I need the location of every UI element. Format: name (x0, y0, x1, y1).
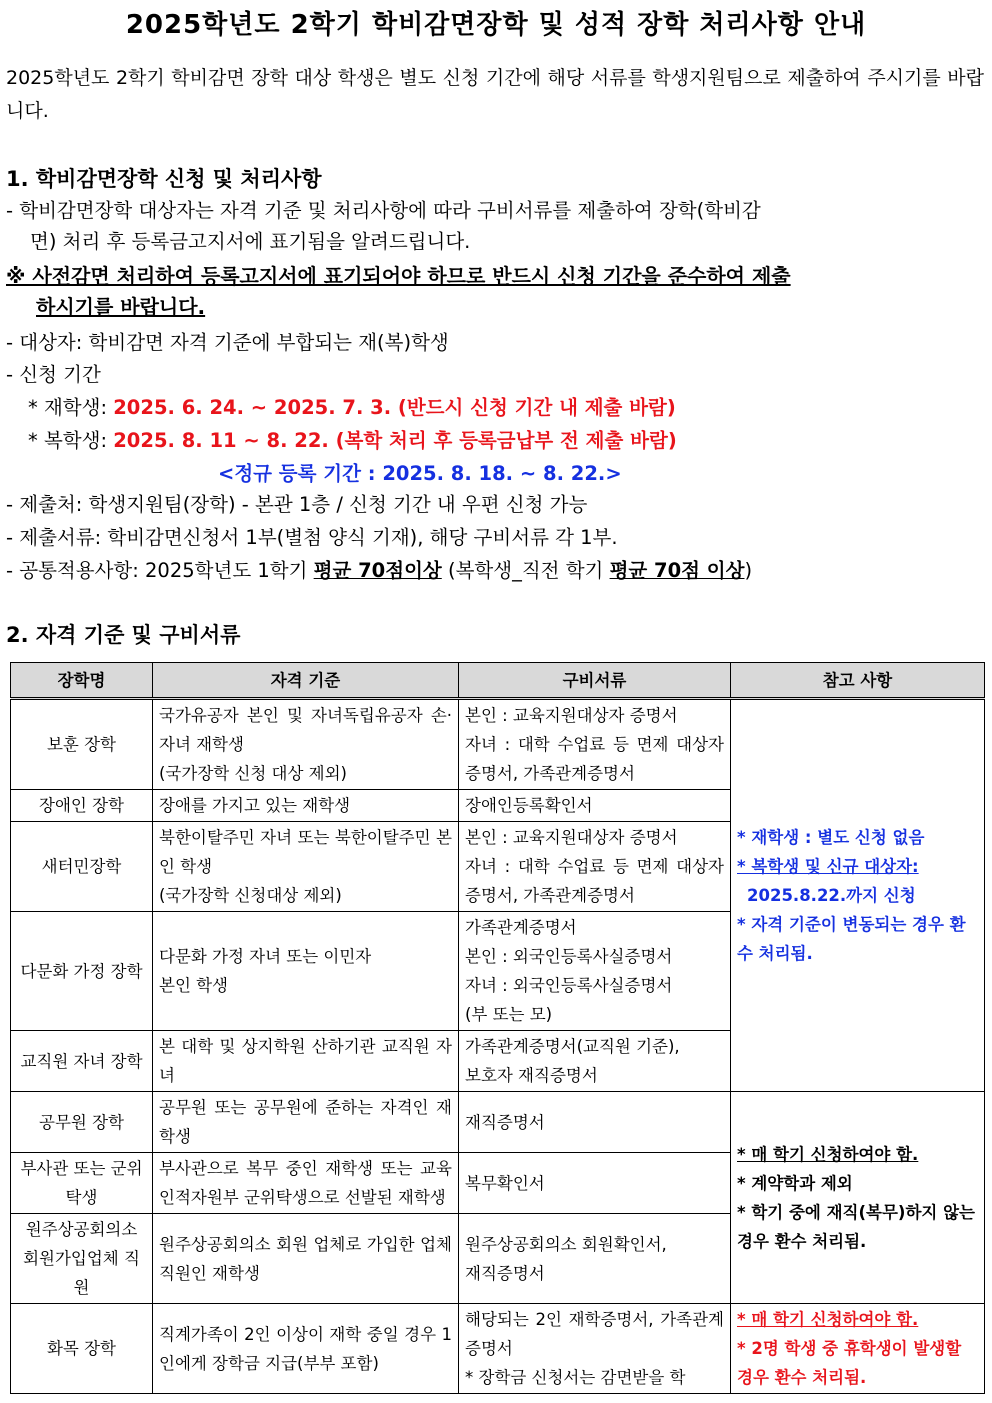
notice-line2: 하시기를 바랍니다. (36, 295, 206, 319)
common-mid: (복학생_직전 학기 (441, 559, 610, 582)
documents-line: - 제출서류: 학비감면신청서 1부(별첨 양식 기재), 해당 구비서류 각 1부. (6, 526, 618, 549)
period-label: - 신청 기간 (6, 363, 101, 386)
documents-cell: 가족관계증명서(교직원 기준), 보호자 재직증명서 (459, 1031, 731, 1092)
common-average-1: 평균 70점이상 (313, 559, 442, 582)
enrolled-period (28, 393, 984, 423)
notes-group-2 (731, 1092, 985, 1304)
returning-period (28, 426, 984, 456)
section2-heading: 2. 자격 기준 및 구비서류 (6, 623, 241, 647)
note-3-2: * 2명 학생 중 휴학생이 발생할 경우 환수 처리됨. (737, 1339, 962, 1387)
office-line: - 제출처: 학생지원팀(장학) - 본관 1층 / 신청 기간 내 우편 신청 가능 (6, 493, 588, 516)
notice-line1: ※ 사전감면 처리하여 등록고지서에 표기되어야 하므로 반드시 신청 기간을 준수하여 제출 (6, 264, 791, 288)
documents-cell: 복무확인서 (459, 1153, 731, 1214)
notes-group-3 (731, 1304, 985, 1394)
note-2-3: * 학기 중에 재직(복무)하지 않는 경우 환수 처리됨. (737, 1202, 975, 1251)
criteria-cell: 원주상공회의소 회원 업체로 가입한 업체 직원인 재학생 (153, 1214, 459, 1304)
notes-group-1 (731, 699, 985, 1092)
note-1-3: 2025.8.22.까지 신청 (747, 886, 916, 905)
scholarship-name: 다문화 가정 장학 (11, 912, 153, 1031)
note-1-2: * 복학생 및 신규 대상자: (737, 857, 919, 876)
scholarship-name: 원주상공회의소 회원가입업체 직원 (11, 1214, 153, 1304)
returning-value: 2025. 8. 11 ~ 8. 22. (복학 처리 후 등록금납부 전 제출 바람) (113, 429, 677, 452)
note-2-1: * 매 학기 신청하여야 함. (737, 1144, 919, 1164)
header-documents: 구비서류 (459, 663, 731, 699)
documents-cell: 장애인등록확인서 (459, 790, 731, 822)
scholarship-name: 장애인 장학 (11, 790, 153, 822)
common-average-2: 평균 70점 이상 (609, 559, 745, 582)
documents-cell: 본인 : 교육지원대상자 증명서 자녀 : 대학 수업료 등 면제 대상자 증명서, 가족관계증명서 (459, 822, 731, 912)
section1-desc-1: - 학비감면장학 대상자는 자격 기준 및 처리사항에 따라 구비서류를 제출하여 장학(학비감 (6, 199, 761, 222)
criteria-cell: 부사관으로 복무 중인 재학생 또는 교육인적자원부 군위탁생으로 선발된 재학생 (153, 1153, 459, 1214)
note-3-1: * 매 학기 신청하여야 함. (737, 1310, 919, 1329)
scholarship-name: 보훈 장학 (11, 699, 153, 790)
common-prefix: - 공통적용사항: 2025학년도 1학기 (6, 559, 314, 582)
header-criteria: 자격 기준 (153, 663, 459, 699)
criteria-cell: 다문화 가정 자녀 또는 이민자 본인 학생 (153, 912, 459, 1031)
header-notes: 참고 사항 (731, 663, 985, 699)
documents-cell: 재직증명서 (459, 1092, 731, 1153)
enrolled-label: * 재학생: (28, 396, 114, 419)
note-1-4: * 자격 기준이 변동되는 경우 환수 처리됨. (737, 915, 966, 963)
scholarship-name: 교직원 자녀 장학 (11, 1031, 153, 1092)
criteria-cell: 본 대학 및 상지학원 산하기관 교직원 자녀 (153, 1031, 459, 1092)
returning-label: * 복학생: (28, 429, 114, 452)
table-header-row (11, 663, 985, 699)
documents-cell: 해당되는 2인 재학증명서, 가족관계증명서 * 장학금 신청서는 감면받을 학 (459, 1304, 731, 1394)
documents-cell: 가족관계증명서 본인 : 외국인등록사실증명서 자녀 : 외국인등록사실증명서 (부 또는 모) (459, 912, 731, 1031)
header-scholarship-name: 장학명 (11, 663, 153, 699)
common-line (6, 556, 984, 586)
documents-cell: 원주상공회의소 회원확인서, 재직증명서 (459, 1214, 731, 1304)
criteria-cell: 국가유공자 본인 및 자녀독립유공자 손·자녀 재학생 (국가장학 신청 대상 제외) (153, 699, 459, 790)
section1-desc-line2: 면) 처리 후 등록금고지서에 표기됨을 알려드립니다. (30, 230, 471, 253)
table-row (11, 1304, 985, 1394)
criteria-cell: 장애를 가지고 있는 재학생 (153, 790, 459, 822)
scholarship-name: 공무원 장학 (11, 1092, 153, 1153)
scholarship-table (10, 662, 985, 1394)
note-1-1: * 재학생 : 별도 신청 없음 (737, 828, 925, 847)
table-row (11, 1092, 985, 1153)
scholarship-name: 부사관 또는 군위탁생 (11, 1153, 153, 1214)
scholarship-name: 화목 장학 (11, 1304, 153, 1394)
target-line: - 대상자: 학비감면 자격 기준에 부합되는 재(복)학생 (6, 331, 449, 354)
enrolled-value: 2025. 6. 24. ~ 2025. 7. 3. (반드시 신청 기간 내 제출 바람) (113, 396, 676, 419)
criteria-cell: 직계가족이 2인 이상이 재학 중일 경우 1인에게 장학금 지급(부부 포함) (153, 1304, 459, 1394)
note-2-2: * 계약학과 제외 (737, 1173, 853, 1193)
common-end: ) (744, 559, 753, 582)
scholarship-name: 새터민장학 (11, 822, 153, 912)
documents-cell: 본인 : 교육지원대상자 증명서 자녀 : 대학 수업료 등 면제 대상자 증명서, 가족관계증명서 (459, 699, 731, 790)
criteria-cell: 공무원 또는 공무원에 준하는 자격인 재학생 (153, 1092, 459, 1153)
criteria-cell: 북한이탈주민 자녀 또는 북한이탈주민 본인 학생 (국가장학 신청대상 제외) (153, 822, 459, 912)
table-row (11, 699, 985, 790)
section1-desc-line1 (6, 196, 984, 226)
page-title: 2025학년도 2학기 학비감면장학 및 성적 장학 처리사항 안내 (125, 10, 867, 40)
section1-heading: 1. 학비감면장학 신청 및 처리사항 (6, 167, 322, 191)
regular-registration-period: <정규 등록 기간 : 2025. 8. 18. ~ 8. 22.> (218, 462, 622, 485)
intro-paragraph: 2025학년도 2학기 학비감면 장학 대상 학생은 별도 신청 기간에 해당 서류를 학생지원팀으로 제출하여 주시기를 바랍니다. (6, 67, 984, 122)
